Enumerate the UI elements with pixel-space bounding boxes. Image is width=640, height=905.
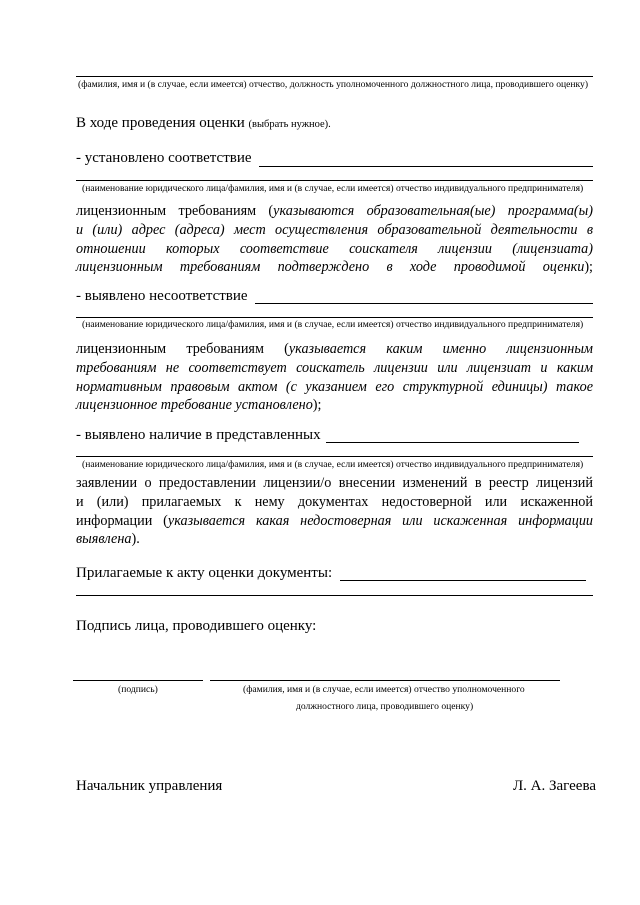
item3-label: - выявлено наличие в представленных	[76, 427, 321, 443]
intro-hint: (выбрать нужное).	[248, 119, 331, 130]
item3-fill-line	[326, 442, 579, 443]
top-name-line	[76, 76, 593, 77]
item3-full-line	[76, 456, 593, 457]
item2-full-line	[76, 317, 593, 318]
signature-heading: Подпись лица, проводившего оценку:	[76, 618, 317, 634]
top-caption: (фамилия, имя и (в случае, если имеется) отчество, должность уполномоченного должностного лица, проводившего оценку)	[78, 79, 589, 90]
item3-line-4: выявлена).	[76, 531, 140, 548]
signature-name-caption-2: должностного лица, проводившего оценку)	[296, 701, 474, 712]
item3-line-1: заявлении о предоставлении лицензии/о внесении изменений в реестр лицензий	[76, 475, 593, 491]
item2-line-2: требованиям не соответствует соискатель лицензии или лицензиат и каким	[76, 359, 593, 376]
item3-line-2: и (или) прилагаемых к нему документах недостоверной или искаженной	[76, 493, 593, 510]
signature-caption: (подпись)	[118, 684, 158, 695]
item1-full-line	[76, 180, 593, 181]
signature-line	[73, 680, 203, 681]
item3-caption: (наименование юридического лица/фамилия, имя и (в случае, если имеется) отчество индивидуального предпринимателя)	[82, 459, 584, 470]
item2-line-1: лицензионным требованиям (указывается каким именно лицензионным	[76, 341, 593, 357]
item1-paragraph	[76, 202, 593, 277]
footer-name: Л. А. Загеева	[513, 778, 596, 794]
item2-line-3: нормативным правовым актом (с указанием его структурной единицы) такое	[76, 378, 593, 395]
signature-name-caption-1: (фамилия, имя и (в случае, если имеется) отчество уполномоченного	[243, 684, 525, 695]
attachments-label: Прилагаемые к акту оценки документы:	[76, 565, 333, 581]
footer-position: Начальник управления	[76, 778, 223, 794]
item1-caption: (наименование юридического лица/фамилия, имя и (в случае, если имеется) отчество индивидуального предпринимателя)	[82, 183, 584, 194]
signature-name-line	[210, 680, 560, 681]
item1-label: - установлено соответствие	[76, 150, 252, 166]
item3-line-3: информации (указывается какая недостоверная или искаженная информации	[76, 512, 594, 529]
item1-fill-line	[259, 166, 593, 167]
item2-label: - выявлено несоответствие	[76, 288, 248, 304]
item1-line-4: лицензионным требованиям подтверждено в ходе проводимой оценки);	[76, 259, 593, 276]
item3-paragraph	[76, 474, 593, 549]
attachments-fill-line	[340, 580, 586, 581]
item1-line-3: отношении которых соответствие соискателя лицензии (лицензиата)	[76, 240, 593, 257]
item2-fill-line	[255, 303, 593, 304]
intro-label: В ходе проведения оценки	[76, 115, 245, 131]
attachments-full-line	[76, 595, 593, 596]
item2-line-4: лицензионное требование установлено);	[76, 397, 322, 414]
item2-caption: (наименование юридического лица/фамилия, имя и (в случае, если имеется) отчество индивидуального предпринимателя)	[82, 319, 584, 330]
item2-paragraph	[76, 340, 593, 415]
item1-line-1: лицензионным требованиям (указываются образовательная(ые) программа(ы)	[76, 203, 593, 219]
intro-text	[76, 115, 331, 132]
item1-line-2: и (или) адрес (адреса) мест осуществления образовательной деятельности в	[76, 221, 593, 238]
